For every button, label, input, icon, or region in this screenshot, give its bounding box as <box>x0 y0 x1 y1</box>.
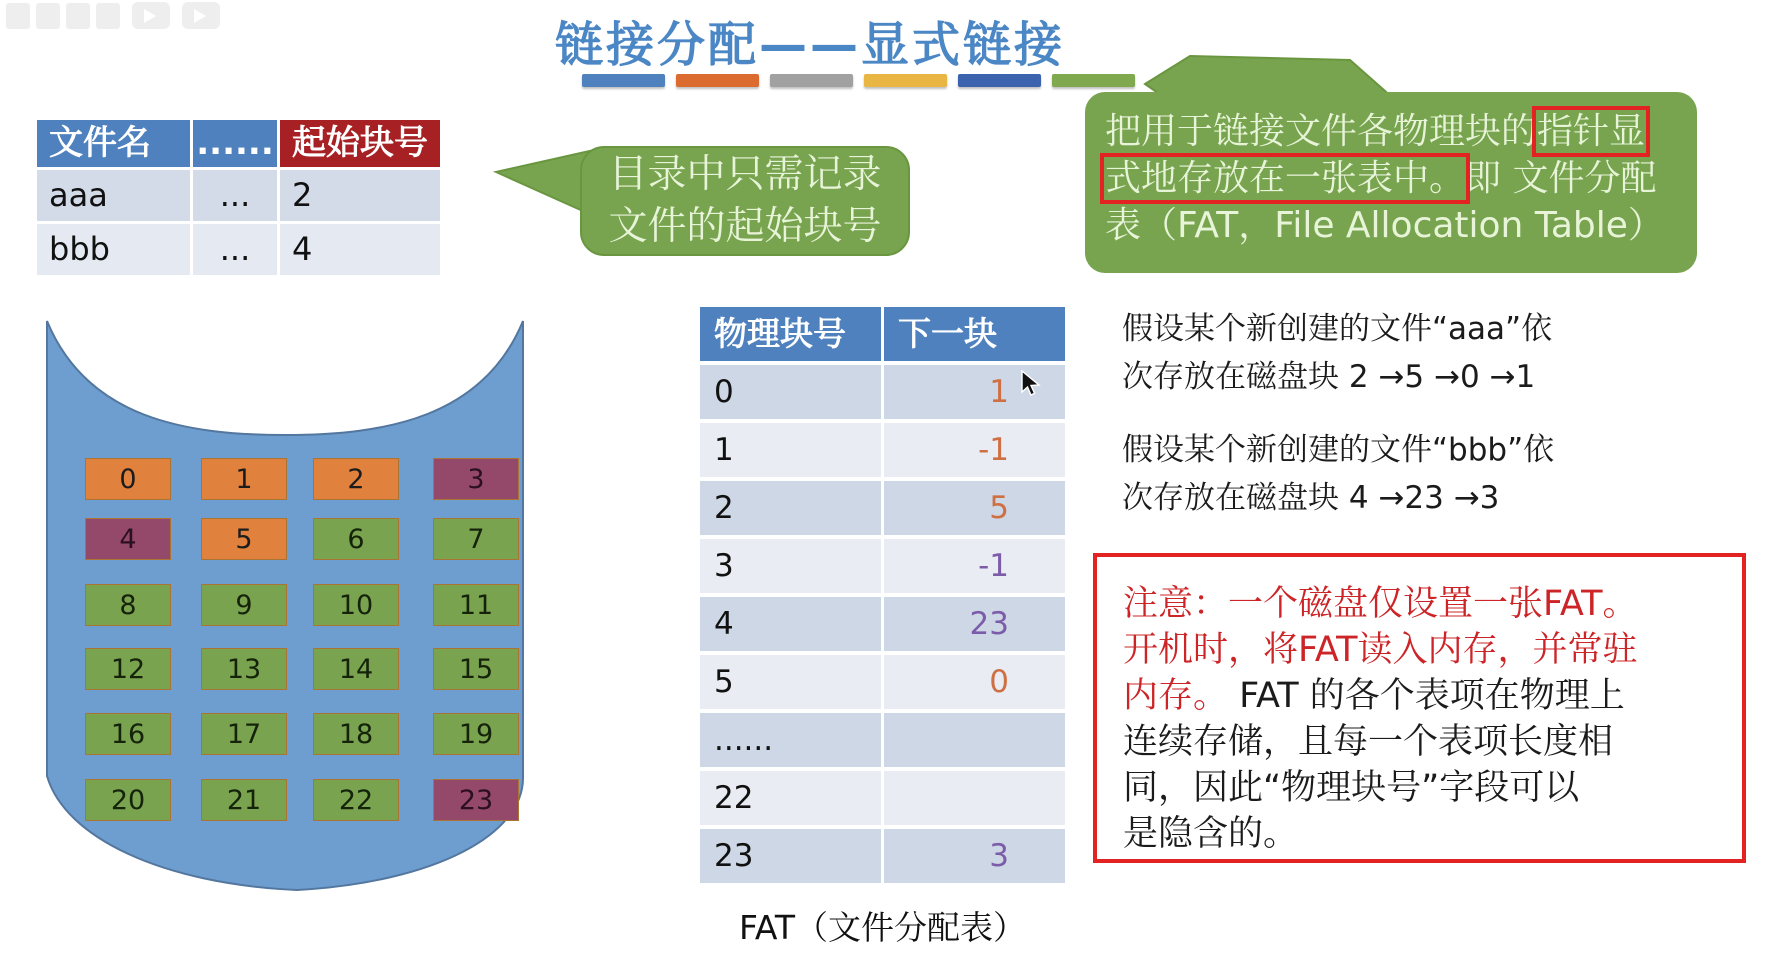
fat-header-cell: 下一块 <box>884 307 1065 361</box>
directory-table-header <box>37 120 440 167</box>
disk-block-10: 10 <box>313 584 399 626</box>
watermark <box>6 2 220 29</box>
fat-next-block: 0 <box>884 655 1065 709</box>
directory-cell: ... <box>193 170 277 221</box>
mouse-cursor <box>1020 370 1046 398</box>
watermark-glyph <box>96 3 120 29</box>
red-highlight-box: 式地存放在一张表中。 <box>1105 158 1466 199</box>
directory-note-bubble <box>580 146 910 256</box>
note-line: 次存放在磁盘块 4 →23 →3 <box>1122 480 1500 516</box>
fat-block-number: 0 <box>700 365 881 419</box>
callout-text: 表（FAT，File Allocation Table） <box>1105 205 1664 246</box>
title-underline-bar <box>582 74 665 87</box>
directory-cell: ... <box>193 224 277 275</box>
watermark-logo-icon <box>182 2 220 29</box>
fat-next-block: -1 <box>884 423 1065 477</box>
disk-block-14: 14 <box>313 648 399 690</box>
red-highlight-box: 指针显 <box>1537 111 1646 152</box>
fat-table-row <box>700 713 1065 767</box>
fat-block-number: 4 <box>700 597 881 651</box>
title-underline-bar <box>864 74 947 87</box>
fat-block-number: ...... <box>700 713 881 767</box>
callout-text: 即 文件分配 <box>1465 158 1657 199</box>
warning-text: 开机时，将FAT读入内存，并常驻 <box>1123 630 1638 670</box>
fat-table-row <box>700 365 1065 419</box>
disk-block-17: 17 <box>201 713 287 755</box>
fat-next-block: 1 <box>884 365 1065 419</box>
disk-block-22: 22 <box>313 779 399 821</box>
disk-block-18: 18 <box>313 713 399 755</box>
disk-block-4: 4 <box>85 518 171 560</box>
disk-block-2: 2 <box>313 458 399 500</box>
warning-text: FAT 的各个表项在物理上 <box>1228 676 1625 716</box>
warning-text: 内存。 <box>1123 676 1229 716</box>
fat-table-row <box>700 539 1065 593</box>
fat-table-row <box>700 481 1065 535</box>
fat-next-block <box>884 713 1065 767</box>
title-underline-bar <box>770 74 853 87</box>
disk-block-1: 1 <box>201 458 287 500</box>
directory-table-row <box>37 170 440 221</box>
fat-block-number: 2 <box>700 481 881 535</box>
directory-header-cell: 文件名 <box>37 120 190 167</box>
disk-block-13: 13 <box>201 648 287 690</box>
fat-table-row <box>700 423 1065 477</box>
page-title: 链接分配——显式链接 <box>554 17 1065 73</box>
bubble-text <box>582 149 908 253</box>
disk-block-9: 9 <box>201 584 287 626</box>
disk-block-21: 21 <box>201 779 287 821</box>
fat-next-block: 3 <box>884 829 1065 883</box>
warning-line <box>1123 765 1742 811</box>
disk-block-3: 3 <box>433 458 519 500</box>
callout-text: 把用于链接文件各物理块的 <box>1105 111 1538 152</box>
fat-block-number: 3 <box>700 539 881 593</box>
warning-text: 注意：一个磁盘仅设置一张FAT。 <box>1123 584 1638 624</box>
directory-cell: aaa <box>37 170 190 221</box>
disk-block-5: 5 <box>201 518 287 560</box>
directory-table-row <box>37 224 440 275</box>
fat-block-number: 22 <box>700 771 881 825</box>
fat-next-block <box>884 771 1065 825</box>
fat-table-row <box>700 771 1065 825</box>
disk-block-7: 7 <box>433 518 519 560</box>
watermark-logo-icon <box>132 2 170 29</box>
note-line: 假设某个新创建的文件“bbb”依 <box>1122 432 1555 468</box>
note-file-aaa <box>1122 305 1552 401</box>
watermark-glyph <box>36 3 60 29</box>
watermark-glyph <box>66 3 90 29</box>
fat-table-row <box>700 597 1065 651</box>
fat-table-row <box>700 655 1065 709</box>
disk-block-15: 15 <box>433 648 519 690</box>
note-line: 假设某个新创建的文件“aaa”依 <box>1122 311 1553 347</box>
warning-line <box>1123 581 1742 627</box>
directory-header-cell: 起始块号 <box>280 120 440 167</box>
directory-cell: bbb <box>37 224 190 275</box>
fat-block-number: 1 <box>700 423 881 477</box>
note-line: 次存放在磁盘块 2 →5 →0 →1 <box>1122 359 1536 395</box>
callout-line <box>1105 202 1697 249</box>
disk-block-23: 23 <box>433 779 519 821</box>
fat-next-block: 5 <box>884 481 1065 535</box>
callout-line <box>1105 155 1697 202</box>
disk-block-19: 19 <box>433 713 519 755</box>
fat-header-cell: 物理块号 <box>700 307 881 361</box>
fat-block-number: 5 <box>700 655 881 709</box>
directory-header-cell: ...... <box>193 120 277 167</box>
callout-line <box>1105 108 1697 155</box>
disk-block-20: 20 <box>85 779 171 821</box>
warning-line <box>1123 673 1742 719</box>
disk-block-12: 12 <box>85 648 171 690</box>
fat-table <box>700 307 1065 887</box>
directory-cell: 4 <box>280 224 440 275</box>
disk-block-8: 8 <box>85 584 171 626</box>
bubble-line: 目录中只需记录 <box>608 152 882 197</box>
fat-next-block: 23 <box>884 597 1065 651</box>
warning-text: 同，因此“物理块号”字段可以 <box>1123 768 1580 808</box>
disk-block-16: 16 <box>85 713 171 755</box>
fat-table-caption: FAT（文件分配表） <box>738 908 1027 947</box>
warning-box <box>1093 553 1746 863</box>
watermark-glyph <box>6 3 30 29</box>
fat-table-header <box>700 307 1065 361</box>
directory-cell: 2 <box>280 170 440 221</box>
warning-text: 是隐含的。 <box>1123 814 1299 854</box>
fat-block-number: 23 <box>700 829 881 883</box>
warning-line <box>1123 811 1742 857</box>
title-underline-bar <box>676 74 759 87</box>
disk-block-11: 11 <box>433 584 519 626</box>
fat-next-block: -1 <box>884 539 1065 593</box>
warning-line <box>1123 627 1742 673</box>
directory-table <box>37 120 440 278</box>
fat-table-row <box>700 829 1065 883</box>
warning-line <box>1123 719 1742 765</box>
bubble-line: 文件的起始块号 <box>608 204 882 249</box>
note-file-bbb <box>1122 426 1554 522</box>
fat-definition-callout <box>1085 92 1697 273</box>
disk-block-0: 0 <box>85 458 171 500</box>
warning-text: 连续存储，且每一个表项长度相 <box>1123 722 1614 762</box>
disk-block-6: 6 <box>313 518 399 560</box>
